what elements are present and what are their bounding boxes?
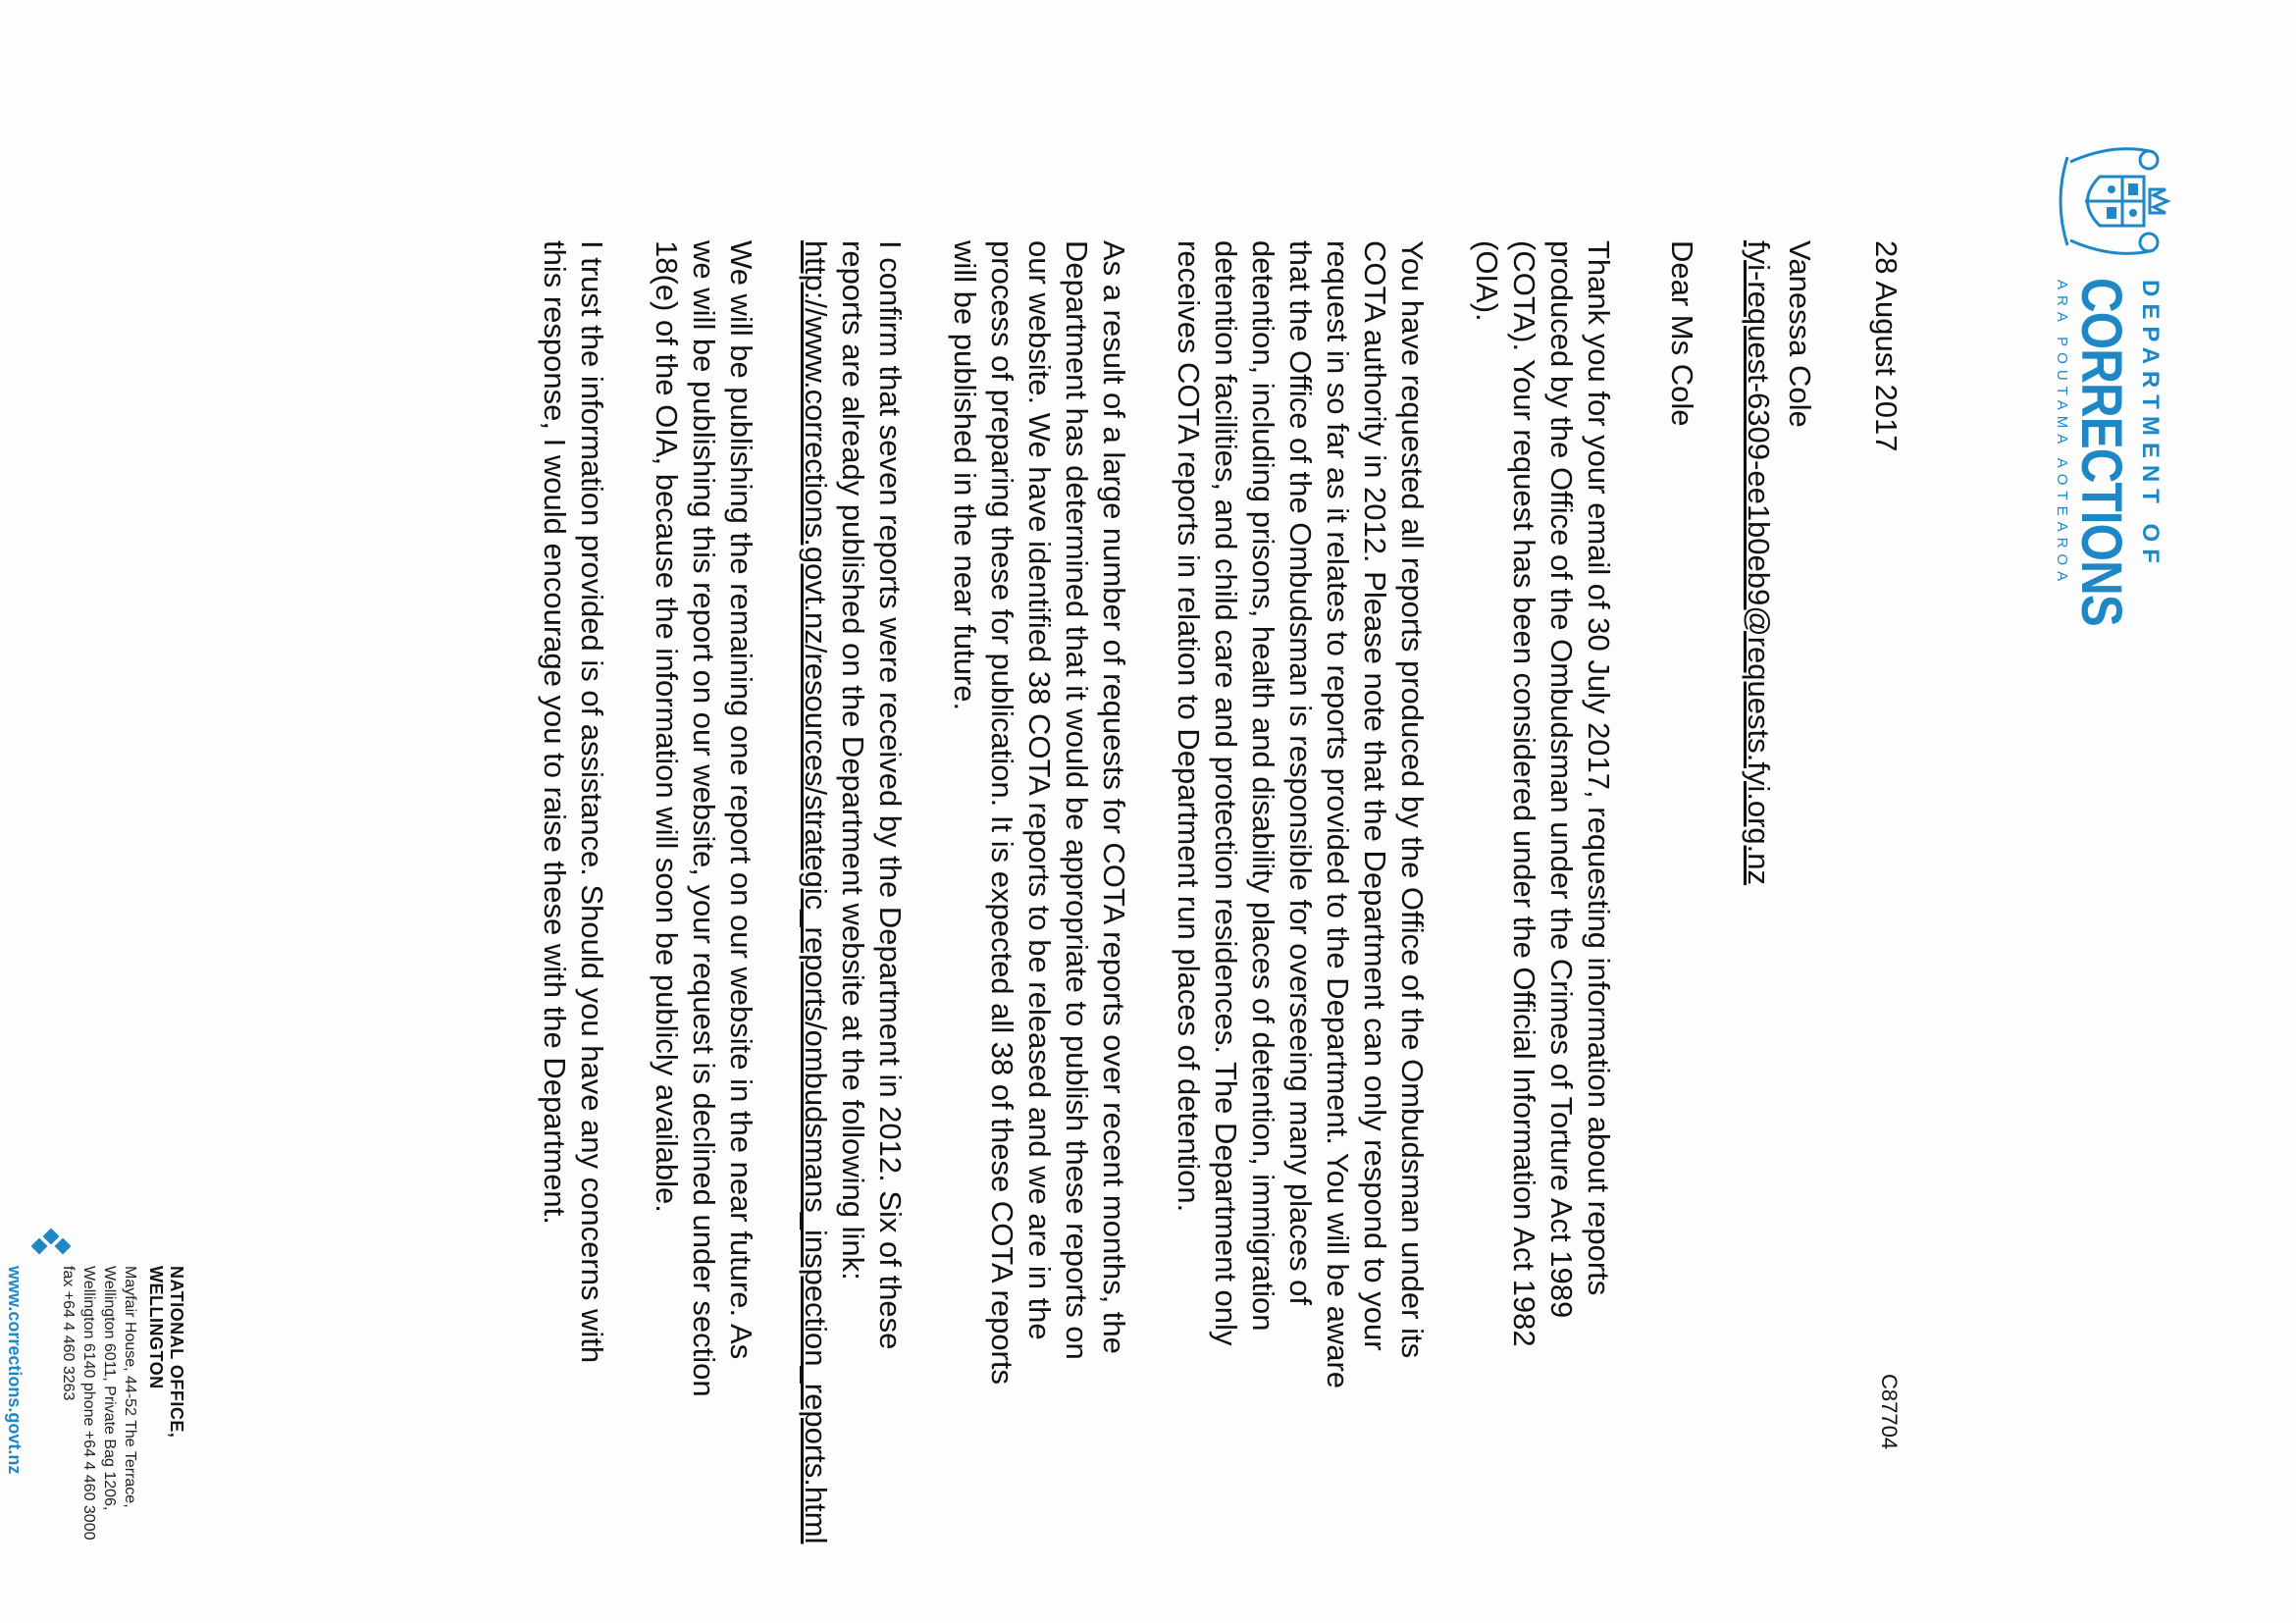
recipient-block <box>1738 240 1820 885</box>
corrections-logo <box>2041 132 2183 626</box>
footer-website-link[interactable]: www.corrections.govt.nz <box>5 1266 25 1475</box>
reference-number: C87704 <box>1877 1374 1902 1450</box>
diamond-logo-icon <box>31 1227 71 1266</box>
coat-of-arms-icon <box>2046 132 2183 270</box>
paragraph-4 <box>797 240 909 1544</box>
footer-office: NATIONAL OFFICE, WELLINGTON <box>146 1266 186 1439</box>
ombudsman-reports-link[interactable]: http://www.corrections.govt.nz/resources/strategic_reports/ombudsmans_inspection_reports.html <box>799 240 833 1544</box>
paragraph-3: As a result of a large number of requests for COTA reports over recent months, the Department has determined that it would be appropriate to publish these reports on our website. We have identified 38 COTA reports to be released and we are in the process of preparing these for publication. It is expected all 38 of these COTA reports will be published in the near future. <box>948 240 1131 1385</box>
paragraph-5: We will be publishing the remaining one report on our website in the near future. As we will be publishing this report on our website, your request is declined under section 18(e) of the OIA, because the information will soon be publicly available. <box>650 240 758 1397</box>
recipient-name: Vanessa Cole <box>1783 240 1817 428</box>
paragraph-2: You have requested all reports produced by the Office of the Ombudsman under its COTA authority in 2012. Please note that the Department can only respond to your request in so far as it relates to reports provided to the Department. You will be aware that the Office of the Ombudsman is responsible for overseeing many places of detention, including prisons, health and disability places of detention, immigration detention facilities, and child care and protection residences. The Department only receives COTA reports in relation to Department run places of detention. <box>1172 240 1430 1389</box>
recipient-email-link[interactable]: fyi-request-6309-ee1b0eb9@requests.fyi.org.nz <box>1742 240 1776 886</box>
letterhead-footer <box>4 1266 186 1550</box>
letter-body <box>498 240 1617 1544</box>
letter-date: 28 August 2017 <box>1869 240 1904 452</box>
logo-corrections: CORRECTIONS <box>2069 278 2133 626</box>
logo-maori-name: ARA POUTAMA AOTEAROA <box>2054 280 2070 588</box>
paragraph-6: I trust the information provided is of assistance. Should you have any concerns with this response, I would encourage you to raise these with the Department. <box>538 240 609 1364</box>
salutation: Dear Ms Cole <box>1665 240 1699 427</box>
paragraph-4-text: I confirm that seven reports were received by the Department in 2012. Six of these reports are already published on the Department website at the following link: <box>836 240 908 1350</box>
logo-department-of: DEPARTMENT OF <box>2137 280 2164 570</box>
footer-address: Mayfair House, 44-52 The Terrace, Wellington 6011, Private Bag 1206, Wellington 6140 phone +64 4 460 3000 fax +64 4 460 3263 <box>60 1266 138 1541</box>
paragraph-1: Thank you for your email of 30 July 2017, requesting information about reports produced by the Office of the Ombudsman under the Crimes of Torture Act 1989 (COTA). Your request has been considered under the Official Information Act 1982 (OIA). <box>1470 240 1616 1347</box>
